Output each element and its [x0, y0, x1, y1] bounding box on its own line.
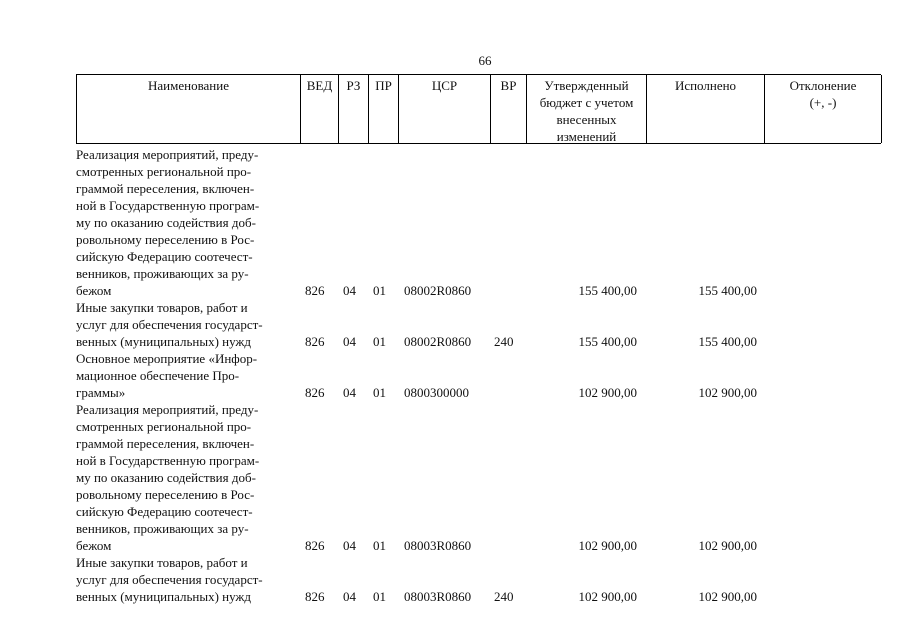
- row-executed: 155 400,00: [698, 334, 757, 349]
- row-name: Иные закупки товаров, работ и услуг для обеспечения государст- венных (муниципальных) нужд: [76, 300, 263, 349]
- row-ved: 826: [305, 283, 325, 298]
- row-approved: 102 900,00: [578, 589, 637, 604]
- row-pr: 01: [373, 538, 386, 553]
- table-row: [76, 146, 882, 299]
- row-csr: 08003R0860: [404, 538, 472, 553]
- row-executed: 102 900,00: [698, 589, 757, 604]
- header-deviation: Отклонение (+, -): [765, 75, 882, 143]
- header-vr: ВР: [491, 75, 527, 143]
- row-executed: 155 400,00: [698, 283, 757, 298]
- row-name: Иные закупки товаров, работ и услуг для обеспечения государст- венных (муниципальных) нужд: [76, 555, 263, 604]
- row-rz: 04: [343, 538, 356, 553]
- table-row: [76, 350, 882, 401]
- row-csr: 08002R0860: [404, 283, 472, 298]
- row-pr: 01: [373, 283, 386, 298]
- table-row: [76, 554, 882, 605]
- row-pr: 01: [373, 385, 386, 400]
- table-header: [76, 74, 881, 144]
- header-approved: Утвержденный бюджет с учетом внесенных изменений: [527, 75, 647, 143]
- header-ved: ВЕД: [301, 75, 339, 143]
- header-name: Наименование: [77, 75, 301, 143]
- header-executed: Исполнено: [647, 75, 765, 143]
- row-approved: 155 400,00: [578, 334, 637, 349]
- row-rz: 04: [343, 283, 356, 298]
- row-ved: 826: [305, 589, 325, 604]
- row-rz: 04: [343, 589, 356, 604]
- row-approved: 102 900,00: [578, 538, 637, 553]
- row-csr: 08003R0860: [404, 589, 472, 604]
- row-approved: 155 400,00: [578, 283, 637, 298]
- table-row: [76, 299, 882, 350]
- row-pr: 01: [373, 334, 386, 349]
- row-name: Реализация мероприятий, преду- смотренных региональной про- граммой переселения, включен- ной в Государственную програм- му по оказанию содействия доб- ровольному переселению в Рос- сийскую Федерацию соотечест- венников, проживающих за ру- бежом: [76, 402, 260, 553]
- page-number: 66: [478, 53, 492, 68]
- row-vr: 240: [494, 334, 514, 349]
- table-row: [76, 401, 882, 554]
- row-executed: 102 900,00: [698, 538, 757, 553]
- row-csr: 0800300000: [404, 385, 469, 400]
- row-ved: 826: [305, 538, 325, 553]
- row-executed: 102 900,00: [698, 385, 757, 400]
- row-vr: 240: [494, 589, 514, 604]
- row-ved: 826: [305, 385, 325, 400]
- row-rz: 04: [343, 334, 356, 349]
- header-pr: ПР: [369, 75, 399, 143]
- row-rz: 04: [343, 385, 356, 400]
- header-rz: РЗ: [339, 75, 369, 143]
- row-name: Реализация мероприятий, преду- смотренных региональной про- граммой переселения, включен- ной в Государственную програм- му по оказанию содействия доб- ровольному переселению в Рос- сийскую Федерацию соотечест- венников, проживающих за ру- бежом: [76, 147, 260, 298]
- row-approved: 102 900,00: [578, 385, 637, 400]
- row-name: Основное мероприятие «Инфор- мационное обеспечение Про- граммы»: [76, 351, 258, 400]
- row-pr: 01: [373, 589, 386, 604]
- header-csr: ЦСР: [399, 75, 491, 143]
- row-ved: 826: [305, 334, 325, 349]
- row-csr: 08002R0860: [404, 334, 472, 349]
